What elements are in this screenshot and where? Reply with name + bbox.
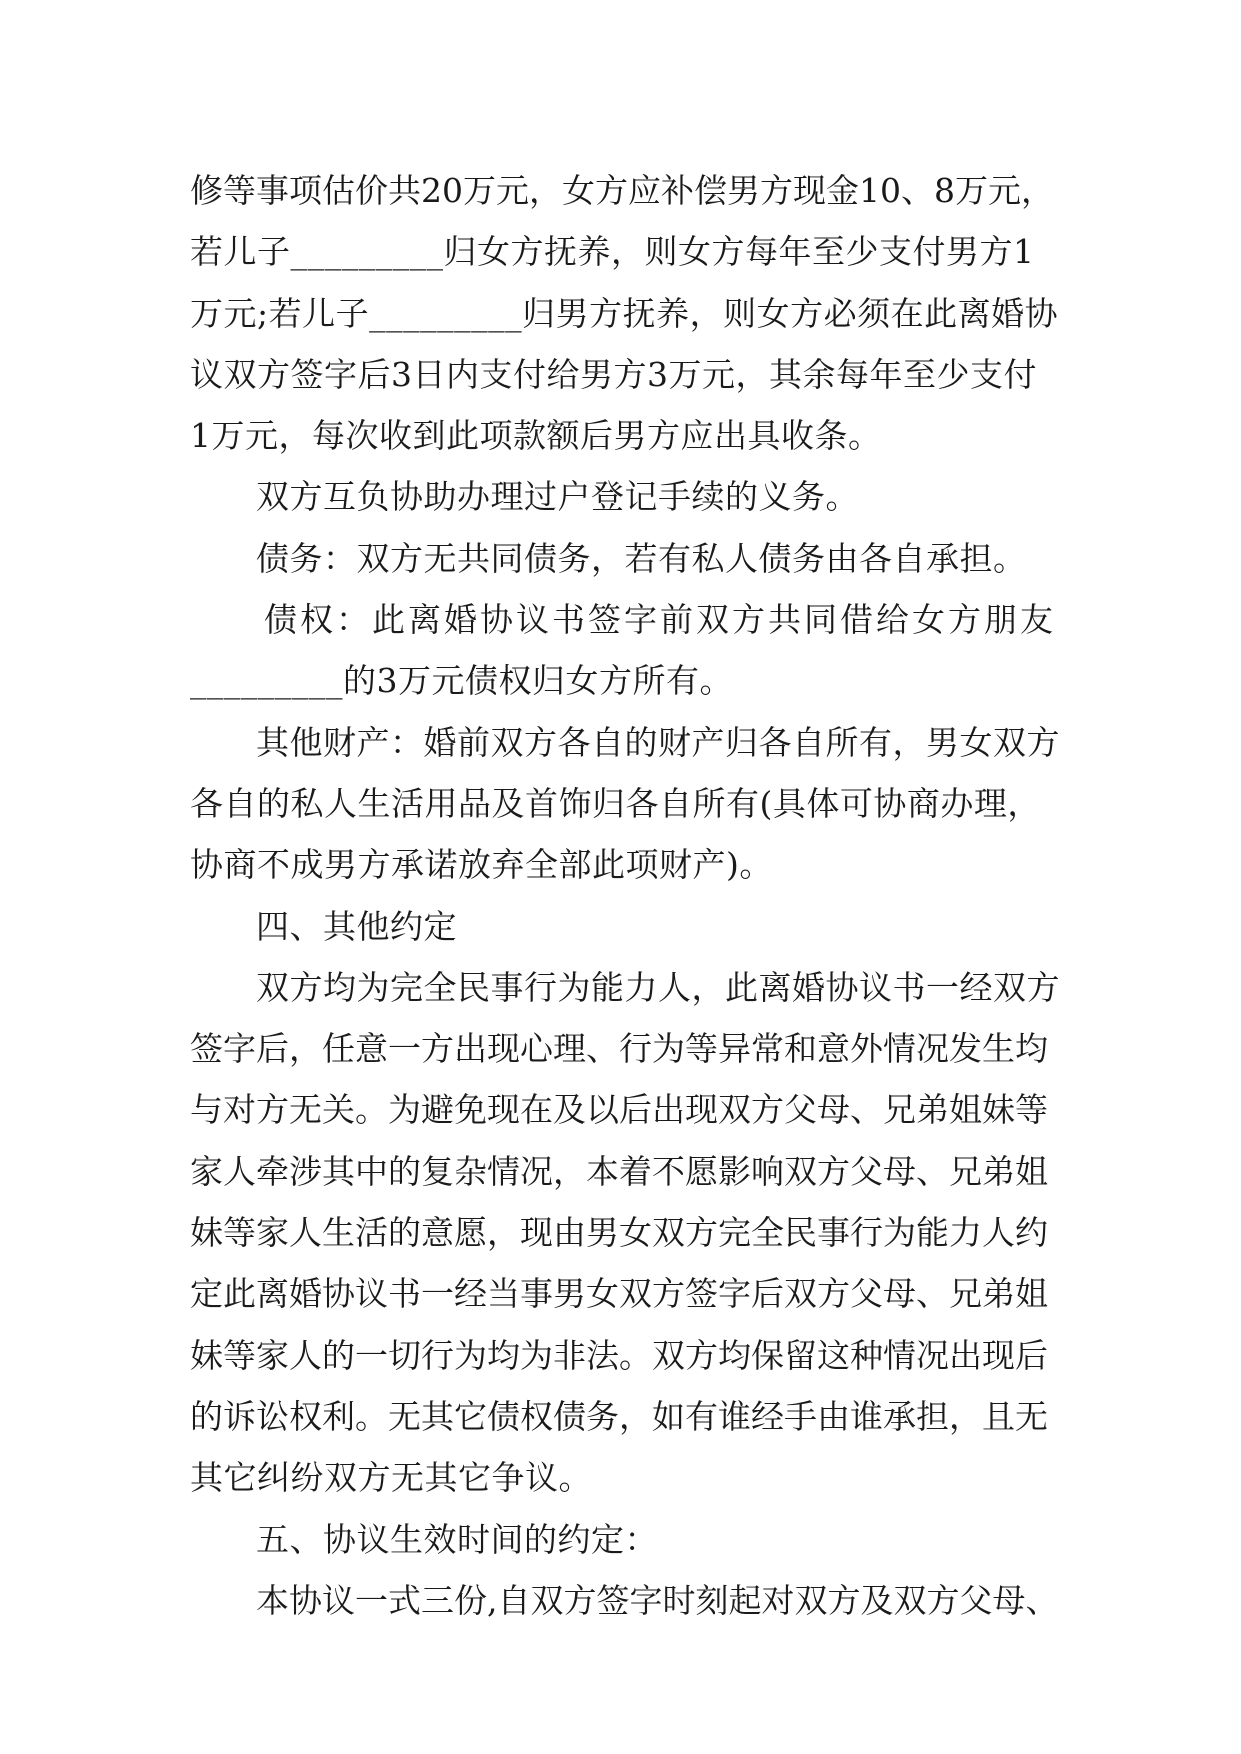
paragraph-first-line: 本协议一式三份,自双方签字时刻起对双方及双方父母、 bbox=[256, 1580, 1059, 1620]
section-heading: 五、协议生效时间的约定： bbox=[256, 1519, 658, 1559]
text-line: 其它纠纷双方无其它争议。 bbox=[190, 1458, 592, 1498]
text-line: 的诉讼权利。无其它债权债务，如有谁经手由谁承担，且无 bbox=[190, 1396, 1048, 1436]
text-line: 签字后，任意一方出现心理、行为等异常和意外情况发生均 bbox=[190, 1029, 1048, 1069]
text-line: 修等事项估价共20万元，女方应补偿男方现金10、8万元， bbox=[190, 171, 1054, 210]
text-line: 妹等家人生活的意愿，现由男女双方完全民事行为能力人约 bbox=[190, 1213, 1048, 1253]
text-line: 议双方签字后3日内支付给男方3万元，其余每年至少支付 bbox=[190, 354, 1037, 394]
paragraph-first-line: 债权：此离婚协议书签字前双方共同借给女方朋友 bbox=[264, 600, 1056, 640]
text-line: 妹等家人的一切行为均为非法。双方均保留这种情况出现后 bbox=[190, 1335, 1048, 1375]
text-line: 若儿子_________归女方抚养，则女方每年至少支付男方1 bbox=[190, 232, 1035, 272]
text-line: _________的3万元债权归女方所有。 bbox=[190, 661, 733, 701]
text-line: 万元;若儿子_________归男方抚养，则女方必须在此离婚协 bbox=[190, 293, 1059, 333]
paragraph-first-line: 双方互负协助办理过户登记手续的义务。 bbox=[256, 477, 859, 517]
document-body bbox=[190, 160, 1060, 1631]
paragraph-first-line: 债务：双方无共同债务，若有私人债务由各自承担。 bbox=[256, 538, 1027, 578]
text-line: 家人牵涉其中的复杂情况，本着不愿影响双方父母、兄弟姐 bbox=[190, 1151, 1048, 1191]
section-heading: 四、其他约定 bbox=[256, 906, 457, 946]
paragraph-first-line: 其他财产：婚前双方各自的财产归各自所有，男女双方 bbox=[256, 722, 1060, 762]
text-line: 定此离婚协议书一经当事男女双方签字后双方父母、兄弟姐 bbox=[190, 1274, 1048, 1314]
text-line: 各自的私人生活用品及首饰归各自所有(具体可协商办理， bbox=[190, 783, 1041, 823]
text-line: 协商不成男方承诺放弃全部此项财产)。 bbox=[190, 845, 773, 885]
paragraph-first-line: 双方均为完全民事行为能力人，此离婚协议书一经双方 bbox=[256, 967, 1060, 1007]
text-line: 与对方无关。为避免现在及以后出现双方父母、兄弟姐妹等 bbox=[190, 1090, 1048, 1130]
text-line: 1万元，每次收到此项款额后男方应出具收条。 bbox=[190, 416, 882, 456]
